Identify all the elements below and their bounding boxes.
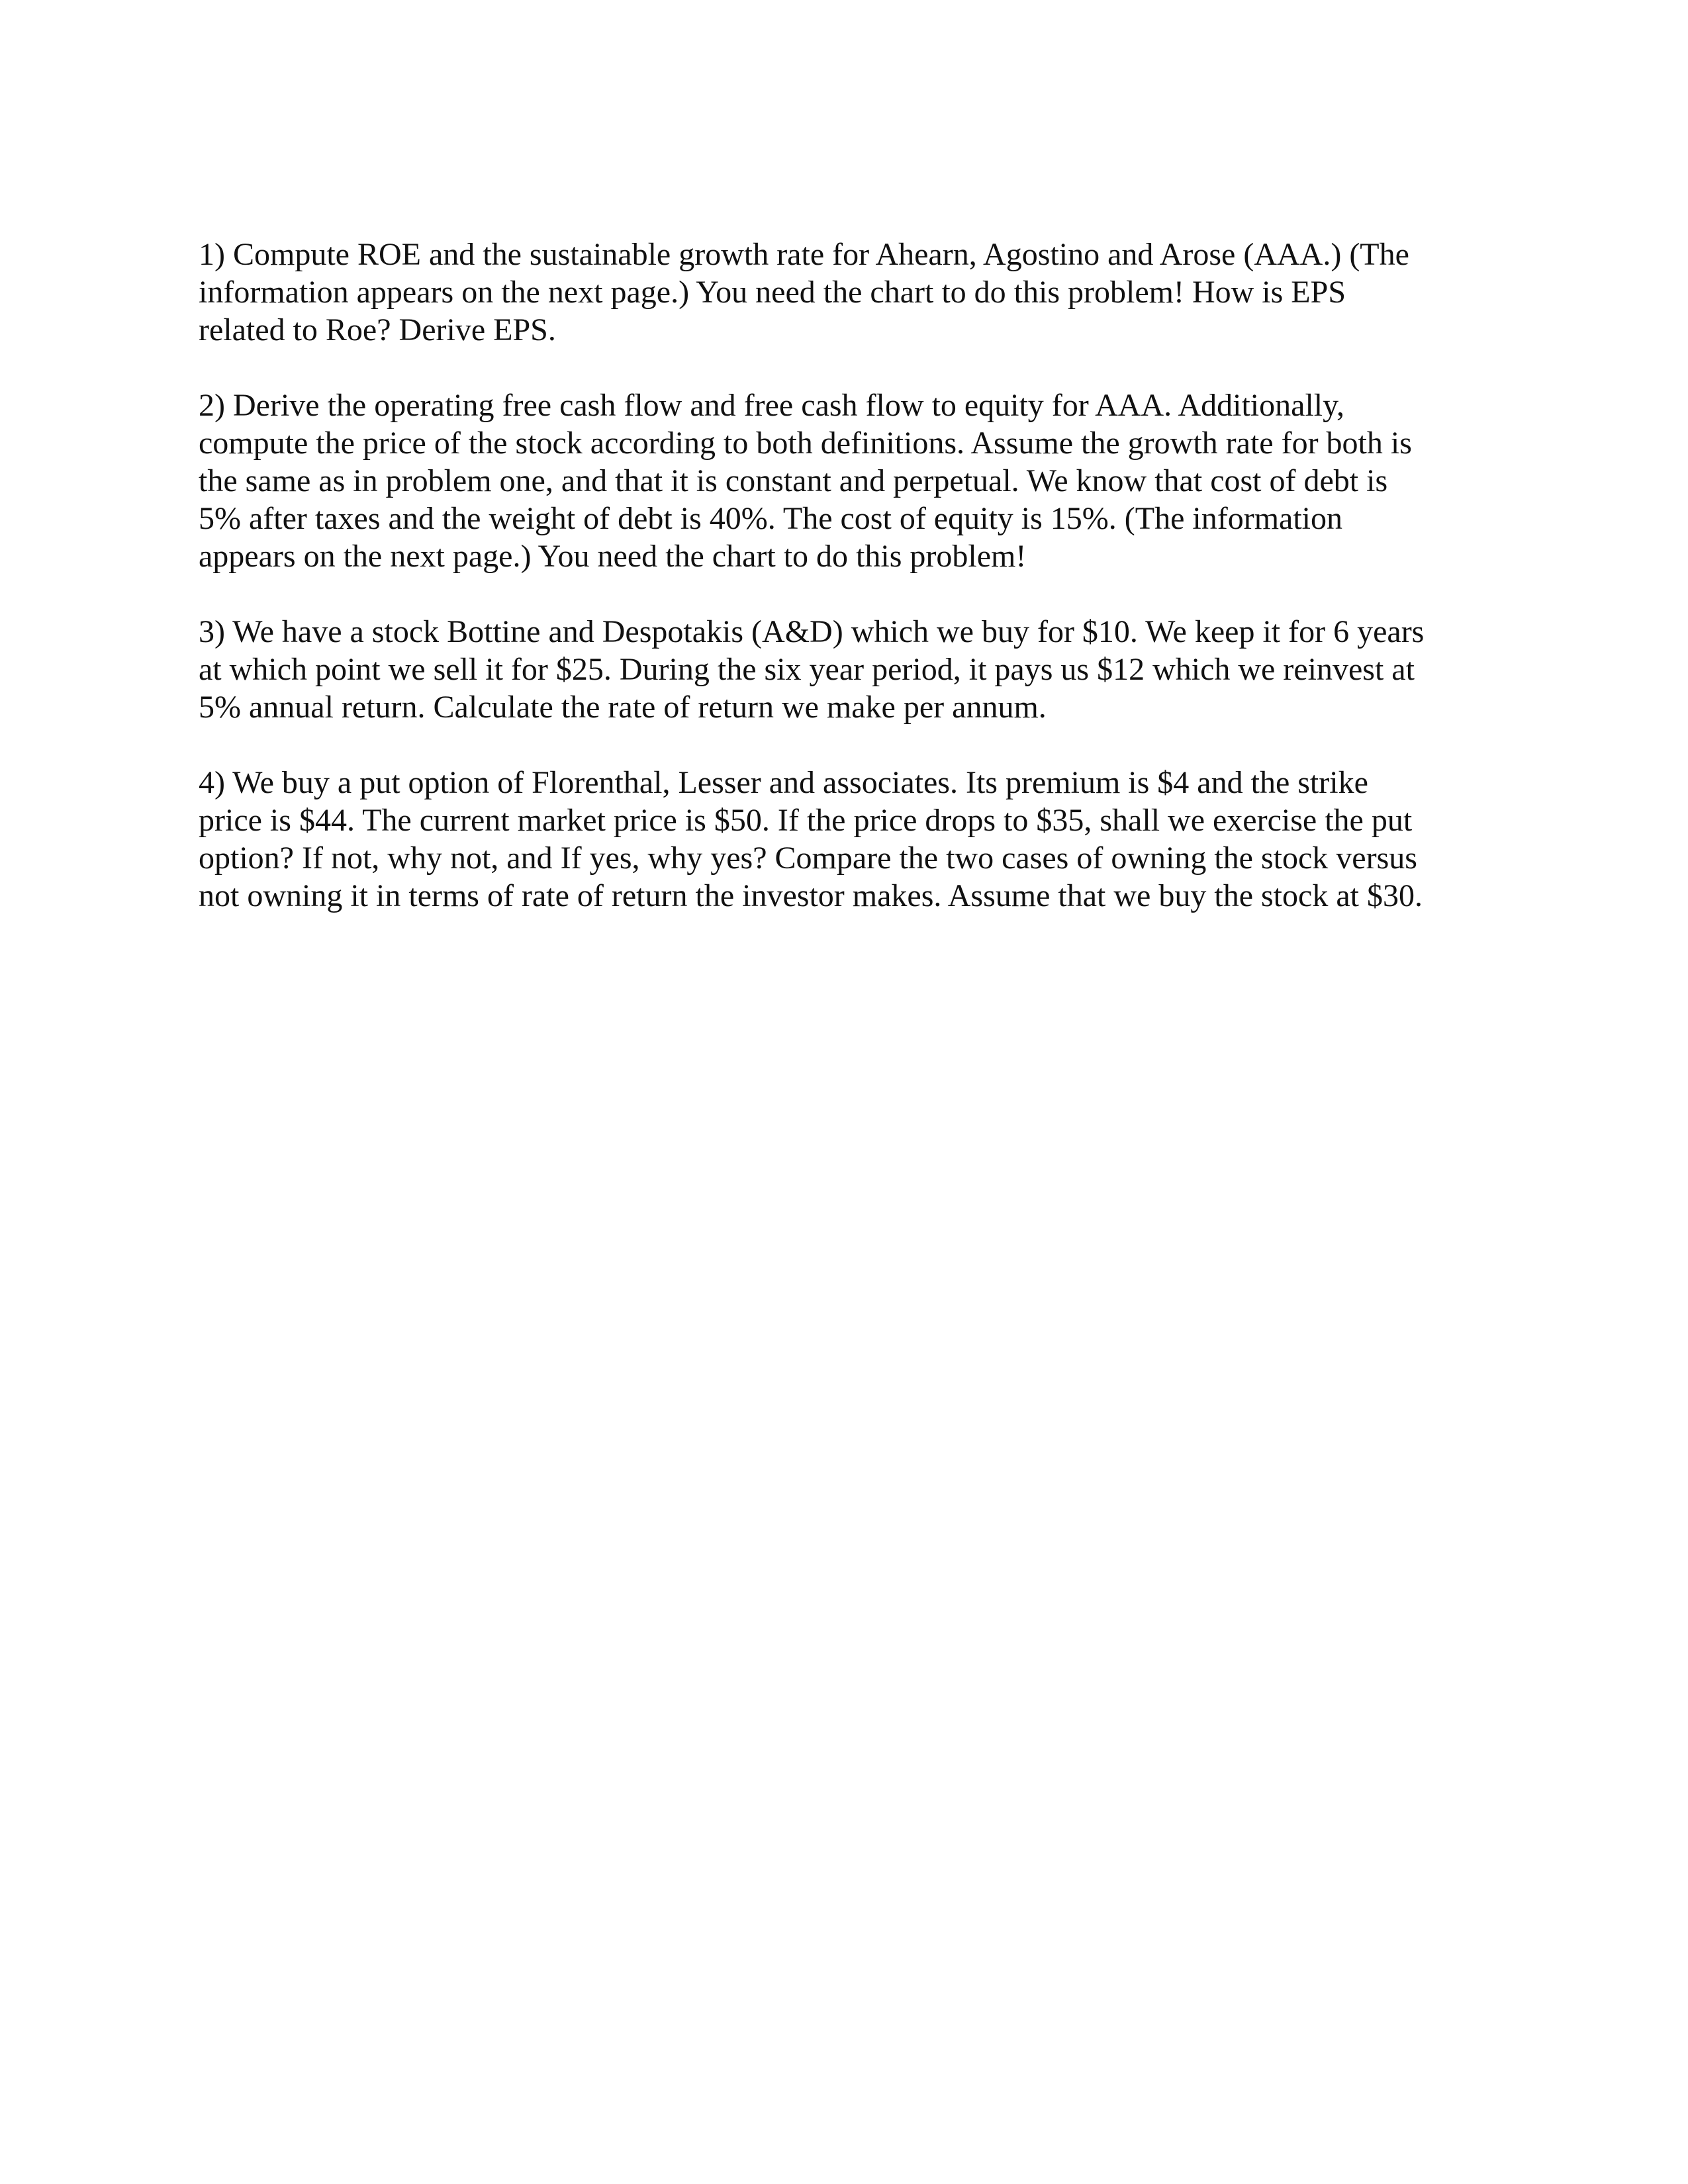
problem-3-line-2: at which point we sell it for $25. During the six year period, it pays us $12 which we reinvest at (199, 652, 1415, 687)
problem-4-line-4: not owning it in terms of rate of return the investor makes. Assume that we buy the stock at $30. (199, 878, 1423, 913)
problem-4-line-1: 4) We buy a put option of Florenthal, Lesser and associates. Its premium is $4 and the strike (199, 765, 1368, 800)
problem-2 (199, 387, 1496, 575)
problem-2-line-2: compute the price of the stock according to both definitions. Assume the growth rate for both is (199, 426, 1412, 461)
problem-2-line-5: appears on the next page.) You need the chart to do this problem! (199, 539, 1027, 574)
problem-3-line-3: 5% annual return. Calculate the rate of return we make per annum. (199, 690, 1047, 725)
problem-3-line-1: 3) We have a stock Bottine and Despotakis (A&D) which we buy for $10. We keep it for 6 years (199, 614, 1425, 649)
problem-3 (199, 613, 1496, 726)
problem-1-line-3: related to Roe? Derive EPS. (199, 312, 556, 347)
problem-4-line-2: price is $44. The current market price is $50. If the price drops to $35, shall we exercise the put (199, 803, 1413, 838)
problem-list (199, 236, 1496, 952)
problem-4-line-3: option? If not, why not, and If yes, why yes? Compare the two cases of owning the stock versus (199, 841, 1417, 876)
problem-4 (199, 764, 1496, 915)
problem-1 (199, 236, 1496, 349)
problem-2-line-3: the same as in problem one, and that it is constant and perpetual. We know that cost of debt is (199, 463, 1388, 498)
problem-2-line-4: 5% after taxes and the weight of debt is 40%. The cost of equity is 15%. (The information (199, 501, 1342, 536)
problem-1-line-2: information appears on the next page.) You need the chart to do this problem! How is EPS (199, 275, 1346, 310)
problem-1-line-1: 1) Compute ROE and the sustainable growth rate for Ahearn, Agostino and Arose (AAA.) (The (199, 237, 1409, 272)
problem-2-line-1: 2) Derive the operating free cash flow and free cash flow to equity for AAA. Additionally, (199, 388, 1344, 423)
